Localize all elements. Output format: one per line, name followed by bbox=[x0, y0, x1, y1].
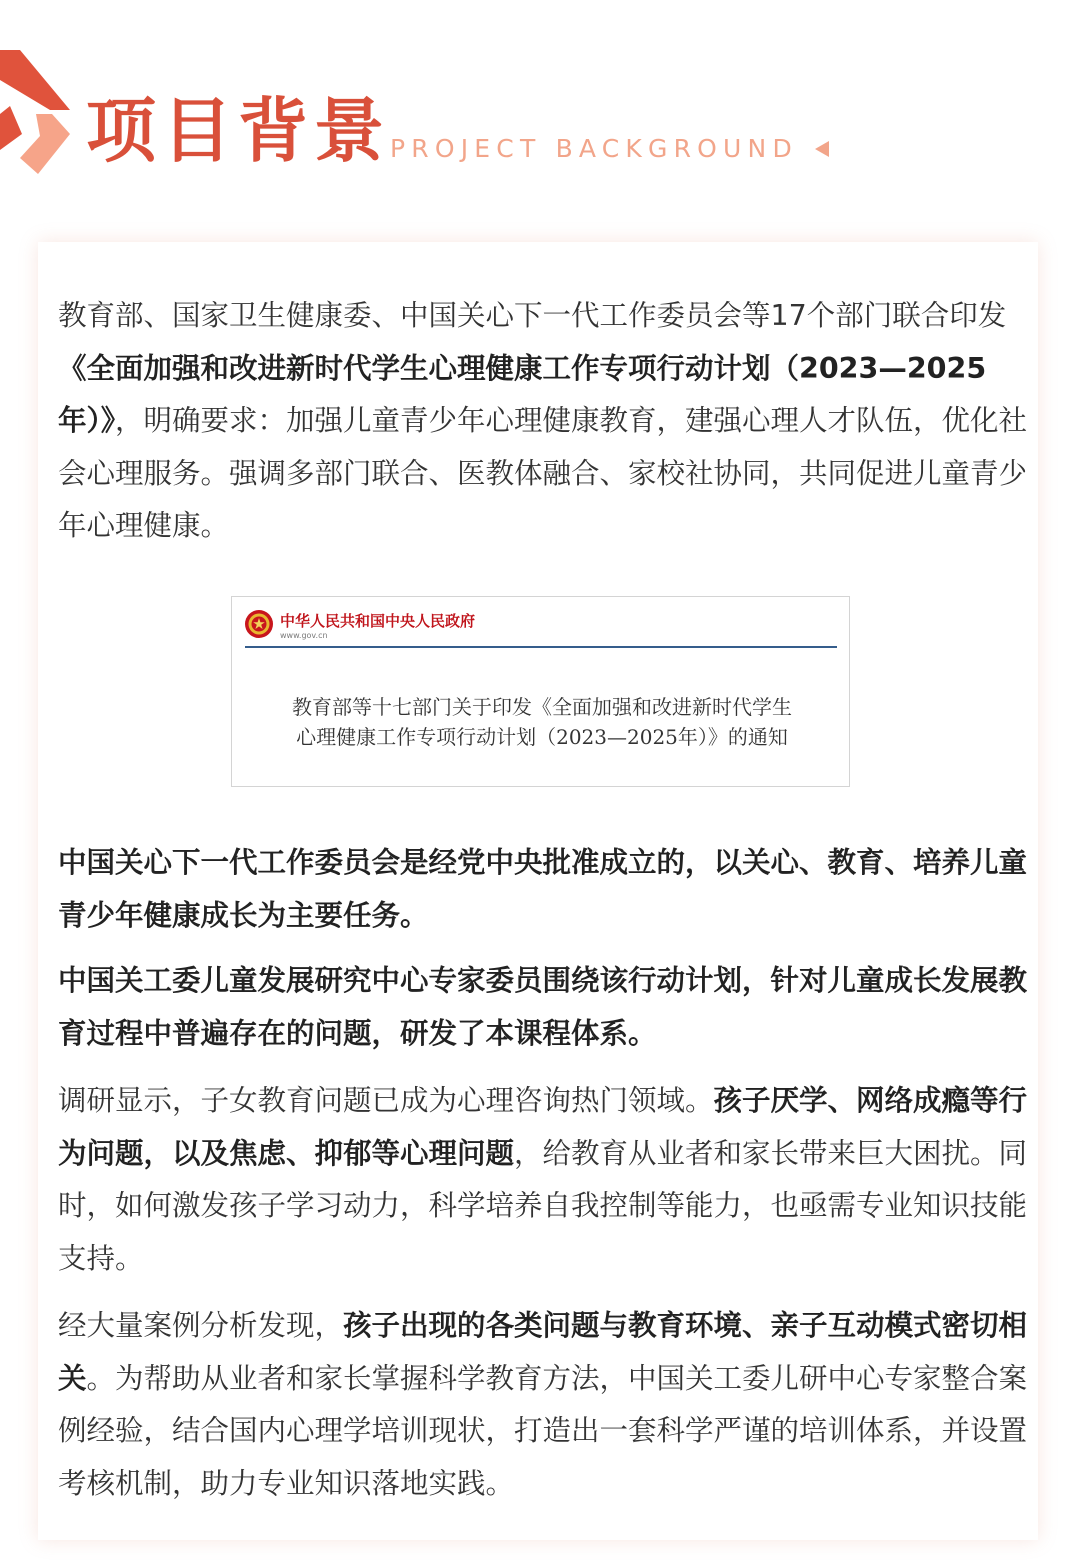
paragraph-survey bbox=[58, 1075, 1028, 1285]
text-span: ，明确要求：加强儿童青少年心理健康教育，建强心理人才队伍，优化社会心理服务。强调多部门联合、医教体融合、家校社协同，共同促进儿童青少年心理健康。 bbox=[58, 404, 1028, 542]
national-emblem-icon bbox=[244, 609, 274, 639]
gov-site-name: 中华人民共和国中央人民政府 bbox=[280, 612, 476, 630]
section-header bbox=[0, 0, 1080, 240]
gov-notice-image bbox=[231, 596, 850, 787]
paragraph-policy bbox=[58, 290, 1028, 553]
bold-span: 《全面加强和改进新时代学生心理健康工作专项行动计划（2023—2025年）》 bbox=[58, 351, 987, 437]
content-card bbox=[38, 242, 1038, 1540]
bold-span: 中国关工委儿童发展研究中心专家委员围绕该行动计划，针对儿童成长发展教育过程中普遍存在的问题，研发了本课程体系。 bbox=[58, 964, 1028, 1050]
divider bbox=[245, 646, 837, 648]
bold-span: 孩子出现的各类问题与教育环境、亲子互动模式密切相关 bbox=[58, 1309, 1028, 1395]
text-span: ，给教育从业者和家长带来巨大困扰。同时，如何激发孩子学习动力，科学培养自我控制等能力，也亟需专业知识技能支持。 bbox=[58, 1136, 1028, 1275]
paragraph-analysis bbox=[58, 1300, 1028, 1510]
paragraph-committee bbox=[58, 837, 1028, 942]
notice-title: 教育部等十七部门关于印发《全面加强和改进新时代学生心理健康工作专项行动计划（2023—2025年）》的通知 bbox=[292, 695, 792, 749]
text-span: 。为帮助从业者和家长掌握科学教育方法，中国关工委儿研中心专家整合案例经验，结合国内心理学培训现状，打造出一套科学严谨的培训体系，并设置考核机制，助力专业知识落地实践。 bbox=[58, 1361, 1028, 1500]
bold-span: 孩子厌学、网络成瘾等行为问题，以及焦虑、抑郁等心理问题 bbox=[58, 1084, 1028, 1170]
text-span: 调研显示，子女教育问题已成为心理咨询热门领域。 bbox=[58, 1084, 714, 1117]
chevron-icon bbox=[0, 50, 80, 180]
text-span: 经大量案例分析发现， bbox=[58, 1309, 344, 1342]
arrow-left-icon bbox=[814, 140, 830, 158]
paragraph-research-center bbox=[58, 955, 1028, 1060]
bold-span: 中国关心下一代工作委员会是经党中央批准成立的，以关心、教育、培养儿童青少年健康成长为主要任务。 bbox=[58, 846, 1028, 932]
text-span: 教育部、国家卫生健康委、中国关心下一代工作委员会等17个部门联合印发 bbox=[58, 299, 1007, 332]
section-title: 项目背景 bbox=[86, 90, 390, 172]
section-subtitle: PROJECT BACKGROUND bbox=[390, 134, 798, 163]
gov-site-url: www.gov.cn bbox=[280, 631, 328, 640]
